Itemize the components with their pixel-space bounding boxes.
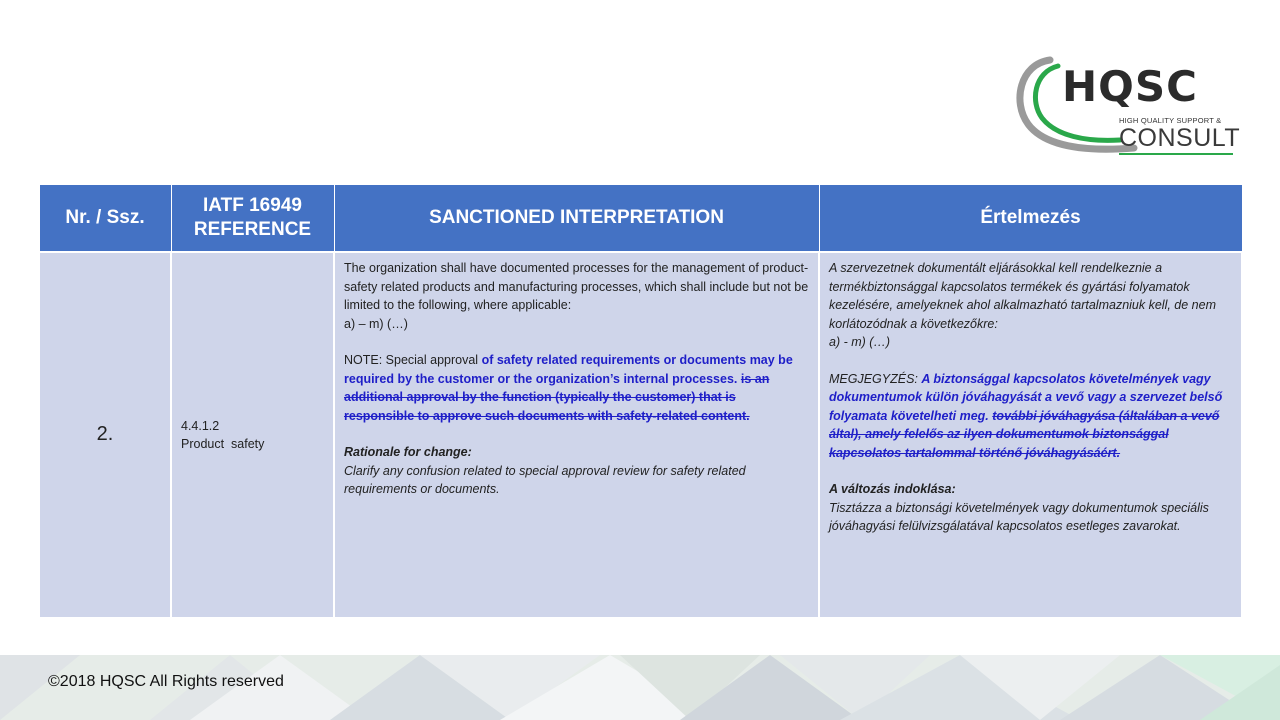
english-items: a) – m) (…): [344, 316, 408, 331]
hungarian-body: A szervezetnek dokumentált eljárásokkal kell rendelkeznie a termékbiztonsággal kapcsolatos termékek és gyártási folyamatok kezelésére, amelyeknek ahol alkalmazható tartalmazniuk kell, de nem korlátozódnak a következőkre:: [829, 261, 1216, 331]
english-note-removed: is an additional approval by the function (typically the customer) that is responsible to approve such documents with safety-related content.: [344, 371, 770, 423]
english-note-added: of safety related requirements or documents may be required by the customer or the organization’s internal processes.: [344, 353, 793, 386]
hungarian-items: a) - m) (…): [829, 335, 891, 349]
english-interpretation-cell: [334, 252, 819, 618]
table-row: [39, 252, 1242, 618]
hungarian-note-added: A biztonsággal kapcsolatos követelmények vagy dokumentumok külön jóváhagyását a vevő vagy a szervezet belső folyamata követelheti meg.: [829, 371, 1223, 423]
header-sanctioned-interpretation: SANCTIONED INTERPRETATION: [334, 185, 819, 253]
hungarian-note-prefix: MEGJEGYZÉS:: [829, 371, 922, 386]
english-note: [344, 351, 809, 425]
hungarian-rationale-text: Tisztázza a biztonsági követelmények vagy dokumentumok speciális jóváhagyási felülvizsgálatával kapcsolatos esetleges zavarokat.: [829, 500, 1209, 533]
copyright-text: ©2018 HQSC All Rights reserved: [48, 673, 284, 690]
english-rationale-text: Clarify any confusion related to special approval review for safety related requirements or documents.: [344, 463, 746, 496]
header-ertelmezes: Értelmezés: [819, 185, 1242, 253]
logo-tagline: HIGH QUALITY SUPPORT &: [1119, 116, 1222, 125]
row-number: 2.: [39, 252, 171, 618]
logo-subname: CONSULT: [1119, 124, 1241, 152]
logo-underline: [1119, 153, 1233, 155]
interpretation-table: [38, 184, 1243, 619]
english-note-prefix: NOTE: Special approval: [344, 353, 482, 367]
hqsc-logo: [1014, 56, 1241, 162]
logo-name: HQSC: [1062, 62, 1198, 111]
header-number: Nr. / Ssz.: [39, 185, 171, 253]
header-reference: IATF 16949 REFERENCE: [171, 185, 334, 253]
hungarian-interpretation-cell: [819, 252, 1242, 618]
english-body: The organization shall have documented processes for the management of product-safety related products and manufacturing processes, which shall include but not be limited to the following, where applicable:: [344, 261, 809, 312]
hungarian-note: [829, 370, 1232, 463]
table-header-row: [39, 185, 1242, 253]
hungarian-rationale-title: A változás indoklása:: [829, 482, 956, 496]
reference-clause: 4.4.1.2: [181, 418, 220, 433]
hungarian-note-removed: további jóváhagyása (általában a vevő által), amely felelős az ilyen dokumentumok biztonsággal kapcsolatos tartalommal történő jóváhagyásáért.: [829, 408, 1220, 460]
reference-cell: [171, 252, 334, 618]
english-rationale-title: Rationale for change:: [344, 445, 472, 459]
reference-title: Product safety: [181, 437, 265, 451]
